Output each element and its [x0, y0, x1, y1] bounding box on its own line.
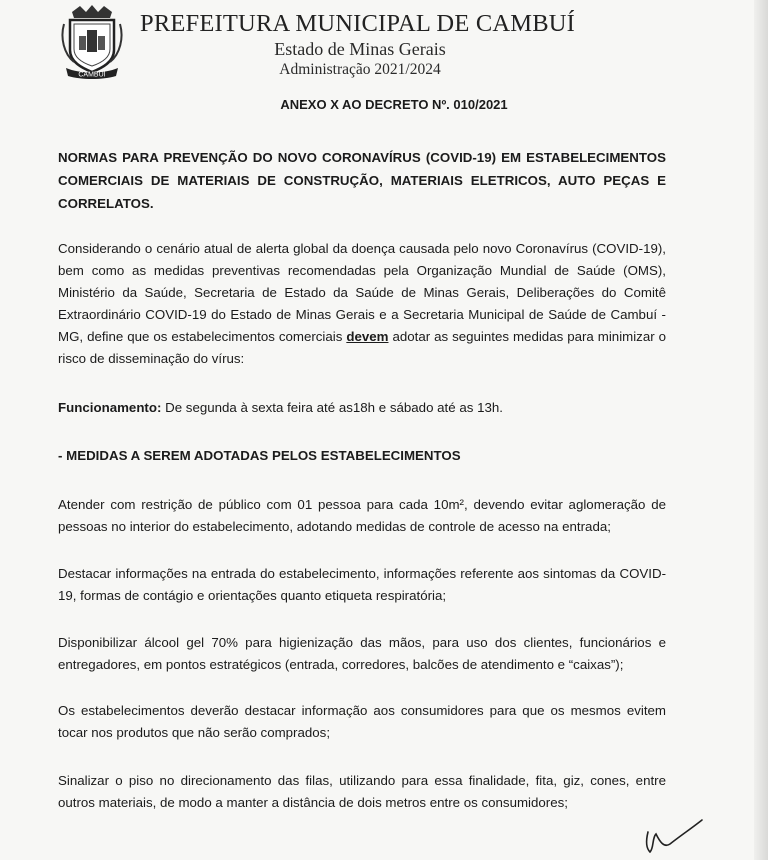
administration-period: Administração 2021/2024	[279, 61, 441, 78]
page-edge-shadow	[754, 0, 768, 860]
letterhead	[58, 4, 578, 82]
measures-heading: - MEDIDAS A SEREM ADOTADAS PELOS ESTABELECIMENTOS	[58, 448, 461, 463]
considering-emphasis: devem	[346, 329, 389, 344]
measure-paragraph: Atender com restrição de público com 01 pessoa para cada 10m², devendo evitar aglomeração de pessoas no interior do estabelecimento, adotando medidas de controle de acesso na entrada;	[58, 497, 666, 534]
measure-paragraph: Os estabelecimentos deverão destacar informação aos consumidores para que os mesmos evitem tocar nos produtos que não serão comprados;	[58, 703, 666, 740]
handwritten-initials	[640, 812, 710, 856]
considering-text-after: adotar as seguintes medidas para minimizar o risco de disseminação do vírus:	[58, 329, 666, 366]
letterhead-text	[140, 10, 576, 80]
opening-hours-paragraph	[58, 397, 666, 419]
measure-paragraph: Sinalizar o piso no direcionamento das filas, utilizando para essa finalidade, fita, giz, cones, entre outros materiais, de modo a manter a distância de dois metros entre os consumidores;	[58, 773, 666, 810]
city-hall-title: PREFEITURA MUNICIPAL DE CAMBUÍ	[140, 10, 576, 37]
norms-title: NORMAS PARA PREVENÇÃO DO NOVO CORONAVÍRUS (COVID-19) EM ESTABELECIMENTOS COMERCIAIS DE MATERIAIS DE CONSTRUÇÃO, MATERIAIS ELETRICOS, AUTO PEÇAS E CORRELATOS.	[58, 150, 666, 211]
annex-heading: ANEXO X AO DECRETO Nº. 010/2021	[280, 97, 508, 112]
measure-paragraph: Disponibilizar álcool gel 70% para higienização das mãos, para uso dos clientes, funcionários e entregadores, em pontos estratégicos (entrada, corredores, balcões de atendimento e “caixas”);	[58, 635, 666, 672]
crest-label: CAMBUÍ	[78, 71, 106, 79]
measure-paragraph: Destacar informações na entrada do estabelecimento, informações referente aos sintomas da COVID-19, formas de contágio e orientações quanto etiqueta respiratória;	[58, 566, 666, 603]
coat-of-arms-icon	[60, 4, 124, 80]
considering-text-before: Considerando o cenário atual de alerta global da doença causada pelo novo Coronavírus (COVID-19), bem como as medidas preventivas recomendadas pela Organização Mundial de Saúde (OMS), Ministério da Saúde, Secretaria de Estado da Saúde de Minas Gerais, Deliberações do Comitê Extraordinário COVID-19 do Estado de Minas Gerais e a Secretaria Municipal de Saúde de Cambuí - MG, define que os estabelecimentos comerciais	[58, 241, 666, 344]
state-name: Estado de Minas Gerais	[274, 39, 446, 59]
opening-hours-label: Funcionamento:	[58, 400, 162, 415]
considering-paragraph	[58, 238, 666, 370]
opening-hours-text: De segunda à sexta feira até as18h e sábado até as 13h.	[161, 400, 503, 415]
